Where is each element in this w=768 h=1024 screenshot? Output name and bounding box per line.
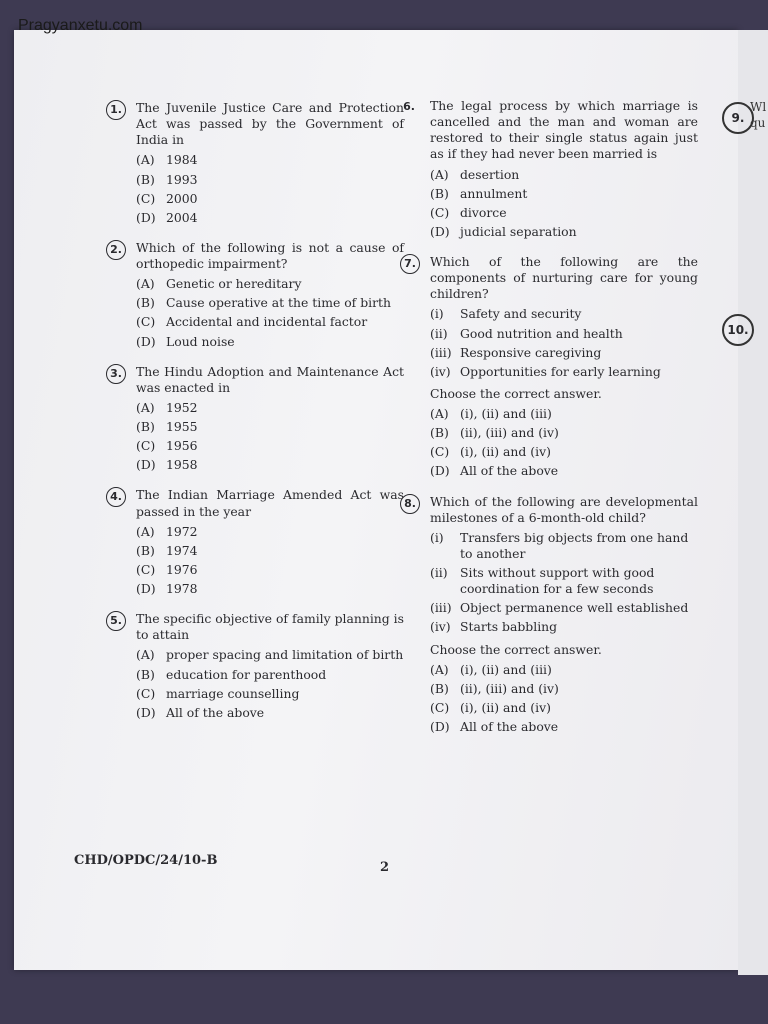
question-text: The Indian Marriage Amended Act was passed in the year	[136, 487, 404, 519]
question-8	[404, 493, 698, 736]
question-number: 8.	[400, 494, 420, 514]
question-text: The legal process by which marriage is cancelled and the man and woman are restored to their single status again just as if they had never been married is	[430, 98, 698, 162]
question-7	[404, 254, 698, 480]
option-b: (B) 1993	[136, 171, 198, 187]
option-c: (C) 1976	[136, 561, 198, 577]
option-a: (A) 1984	[136, 152, 198, 168]
item-iv: (iv) Opportunities for early learning	[430, 363, 661, 379]
exam-page	[14, 30, 738, 970]
item-iii: (iii) Responsive caregiving	[430, 344, 602, 360]
page-number: 2	[380, 860, 390, 875]
option-b: (B) education for parenthood	[136, 666, 327, 682]
instruction: Choose the correct answer.	[430, 641, 602, 657]
option-d: (D) All of the above	[430, 719, 559, 734]
option-c: (C) divorce	[430, 204, 507, 220]
option-b: (B) 1955	[136, 419, 198, 434]
item-i: (i) Safety and security	[430, 306, 582, 322]
option-a: (A) 1952	[136, 399, 198, 415]
option-d: (D) 1958	[136, 457, 198, 473]
option-c: (C) 2000	[136, 190, 198, 206]
item-iv: (iv) Starts babbling	[430, 619, 558, 635]
question-2	[110, 239, 404, 350]
question-number: 1.	[106, 100, 126, 120]
next-page-edge	[727, 30, 768, 975]
instruction: Choose the correct answer.	[430, 385, 602, 401]
question-text: The specific objective of family planning is to attain	[136, 611, 404, 643]
question-3	[110, 363, 404, 474]
question-1	[110, 100, 404, 226]
option-a: (A) (i), (ii) and (iii)	[430, 406, 552, 421]
question-5	[110, 611, 404, 721]
item-iii: (iii) Object permanence well established	[430, 600, 689, 616]
option-b: (B) (ii), (iii) and (iv)	[430, 680, 559, 696]
right-column	[403, 98, 698, 749]
paper-code: CHD/OPDC/24/10-B	[74, 853, 218, 868]
option-c: (C) 1956	[136, 438, 198, 454]
question-text: Which of the following are developmental milestones of a 6-month-old child?	[430, 493, 698, 525]
question-6	[403, 98, 698, 240]
option-c: (C) (i), (ii) and (iv)	[430, 444, 551, 460]
option-d: (D) Loud noise	[136, 333, 235, 349]
option-d: (D) judicial separation	[430, 223, 577, 239]
option-d: (D) All of the above	[136, 704, 265, 720]
question-number: 6.	[403, 100, 415, 113]
question-number: 5.	[106, 611, 126, 631]
option-c: (C) marriage counselling	[136, 685, 300, 701]
item-ii: (ii) Sits without support with good coordination for a few seconds	[430, 565, 655, 597]
option-c: (C) (i), (ii) and (iv)	[430, 699, 551, 715]
question-number: 4.	[106, 487, 126, 507]
partial-text: qu	[750, 116, 766, 130]
question-number: 3.	[106, 364, 126, 384]
partial-text: Wl	[750, 100, 767, 114]
left-column	[110, 100, 404, 735]
item-ii: (ii) Good nutrition and health	[430, 325, 623, 341]
option-a: (A) proper spacing and limitation of birth	[136, 647, 404, 663]
question-number: 10.	[722, 314, 754, 346]
option-d: (D) 1978	[136, 581, 198, 596]
item-i: (i) Transfers big objects from one hand to another	[430, 529, 689, 561]
option-d: (D) All of the above	[430, 463, 559, 479]
question-number: 9.	[722, 102, 754, 134]
site-watermark: Pragyanxetu.com	[18, 17, 143, 34]
question-number: 2.	[106, 240, 126, 260]
question-4	[110, 487, 404, 597]
option-c: (C) Accidental and incidental factor	[136, 314, 368, 330]
option-a: (A) 1972	[136, 523, 198, 539]
option-a: (A) (i), (ii) and (iii)	[430, 661, 552, 677]
question-text: Which of the following is not a cause of orthopedic impairment?	[136, 239, 404, 271]
option-b: (B) Cause operative at the time of birth	[136, 295, 391, 311]
option-d: (D) 2004	[136, 209, 198, 225]
question-text: The Hindu Adoption and Maintenance Act was enacted in	[136, 363, 404, 395]
question-number: 7.	[400, 254, 420, 274]
question-text: Which of the following are the components of nurturing care for young children?	[430, 254, 698, 302]
question-text: The Juvenile Justice Care and Protection Act was passed by the Government of India in	[136, 100, 404, 148]
option-b: (B) (ii), (iii) and (iv)	[430, 425, 559, 441]
option-b: (B) 1974	[136, 542, 198, 558]
option-a: (A) desertion	[430, 166, 520, 182]
option-a: (A) Genetic or hereditary	[136, 276, 302, 292]
option-b: (B) annulment	[430, 185, 528, 201]
